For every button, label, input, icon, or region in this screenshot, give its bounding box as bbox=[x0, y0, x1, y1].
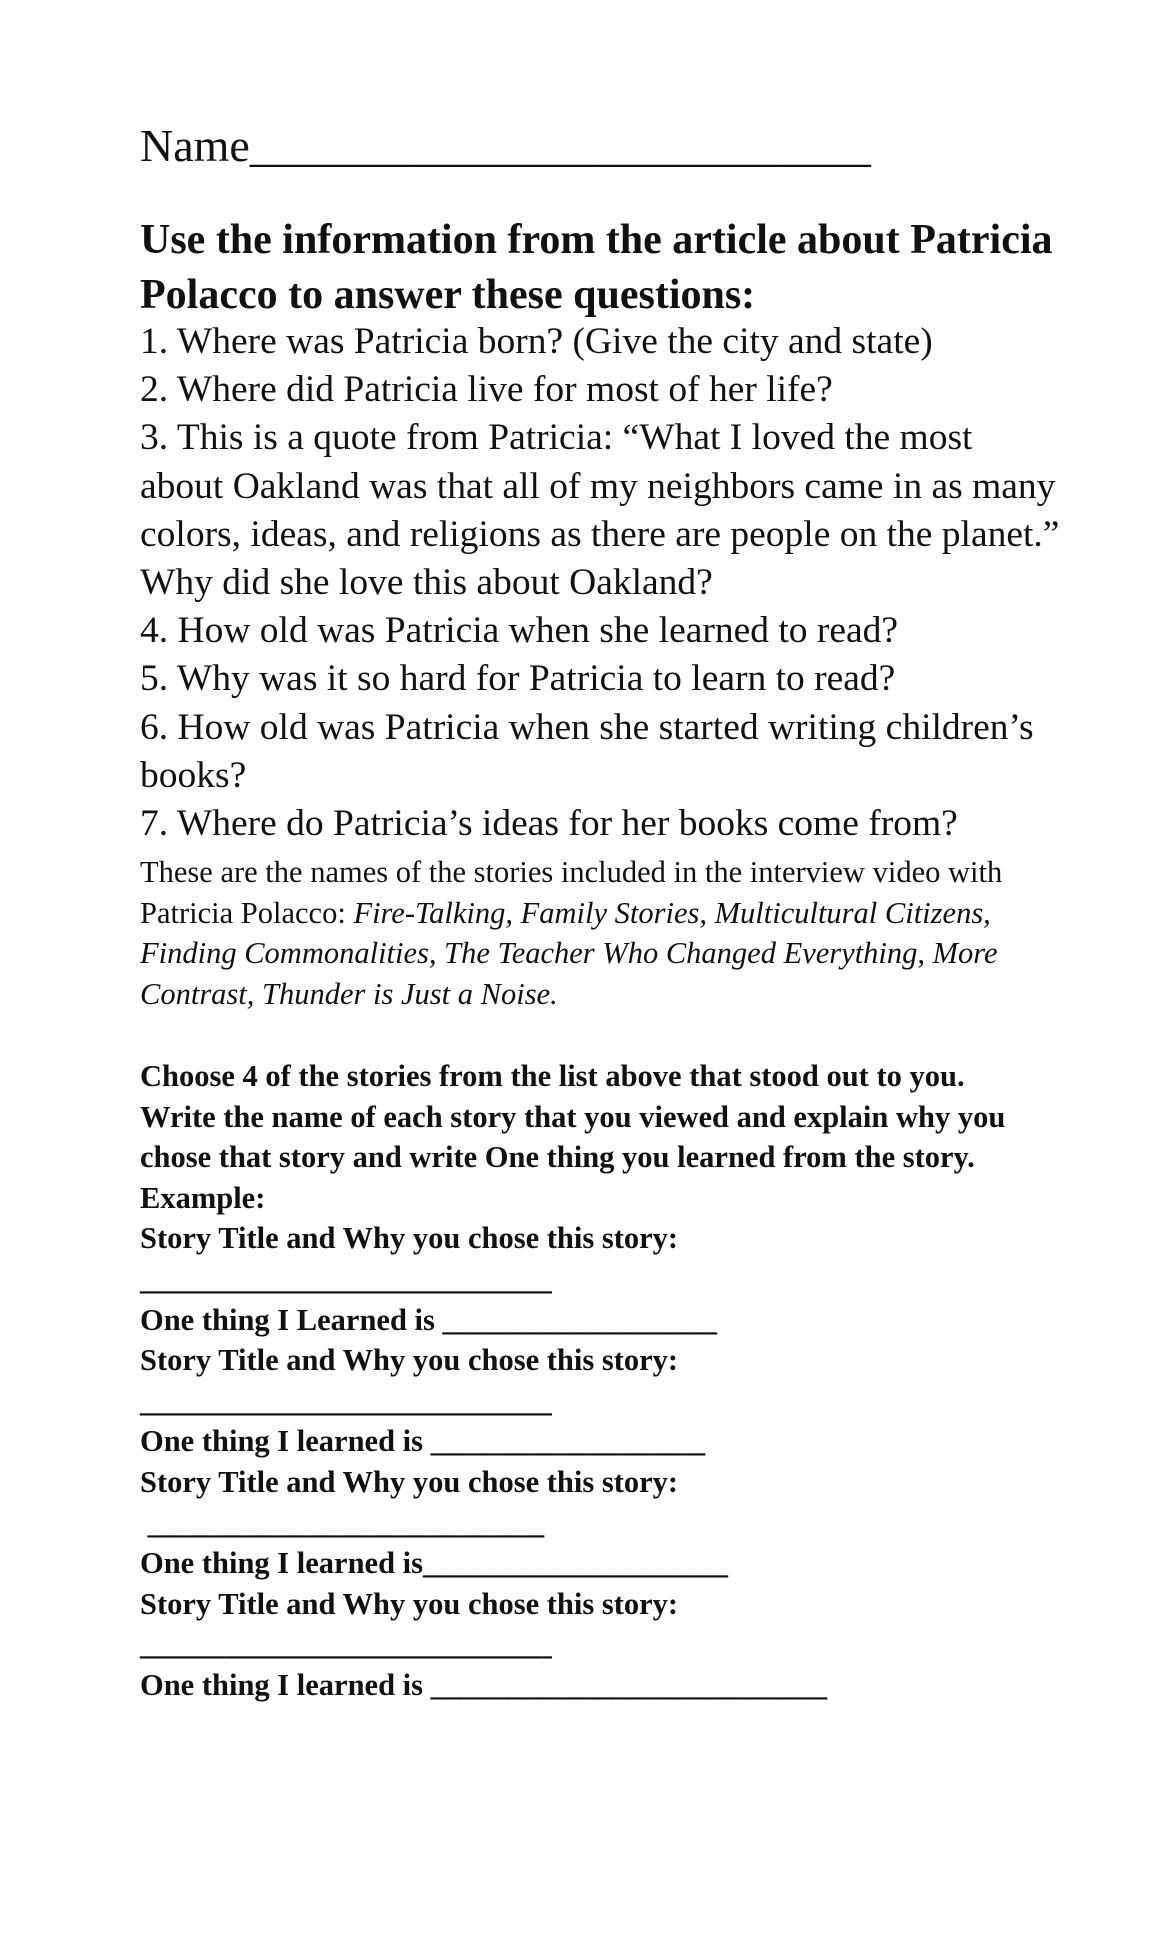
story-answer-blank: ___________________________ bbox=[140, 1383, 552, 1418]
stories-intro bbox=[140, 852, 1010, 1014]
worksheet-heading: Use the information from the article about Patricia Polacco to answer these questions: bbox=[140, 217, 1053, 318]
learned-answer-line: One thing I learned is____________________ bbox=[140, 1546, 729, 1581]
story-answer-blank: ___________________________ bbox=[140, 1261, 552, 1296]
story-prompt: Story Title and Why you chose this story: bbox=[140, 1586, 679, 1621]
stories-list: Fire-Talking, Family Stories, Multicultural Citizens, Finding Commonalities, The Teacher Who Changed Everything, More Contrast, Thunder is Just a Noise. bbox=[140, 895, 998, 1011]
learned-answer-line: One thing I learned is __________________ bbox=[140, 1424, 706, 1459]
story-prompt: Story Title and Why you chose this story: bbox=[140, 1343, 679, 1378]
learned-answer-line: One thing I Learned is __________________ bbox=[140, 1302, 717, 1337]
instructions-text: Choose 4 of the stories from the list above that stood out to you. Write the name of each story that you viewed and explain why you chose that story and write One thing you learned from the story. bbox=[140, 1059, 1006, 1175]
story-answer-blank: __________________________ bbox=[140, 1505, 545, 1540]
question-item: 1. Where was Patricia born? (Give the city and state) bbox=[140, 321, 933, 362]
question-item: 4. How old was Patricia when she learned to read? bbox=[140, 610, 899, 652]
story-prompt: Story Title and Why you chose this story: bbox=[140, 1464, 679, 1499]
question-item: 5. Why was it so hard for Patricia to learn to read? bbox=[140, 658, 896, 700]
question-item: 2. Where did Patricia live for most of her life? bbox=[140, 369, 833, 411]
story-answer-blank: ___________________________ bbox=[140, 1627, 552, 1662]
question-item: 7. Where do Patricia’s ideas for her books come from? bbox=[140, 803, 958, 845]
story-prompt: Story Title and Why you chose this story: bbox=[140, 1221, 679, 1256]
example-label: Example: bbox=[140, 1180, 266, 1215]
question-item: 6. How old was Patricia when she started writing children’s books? bbox=[140, 706, 1034, 796]
question-item: 3. This is a quote from Patricia: “What I loved the most about Oakland was that all of my neighbors came in as many colors, ideas, and religions as there are people on the planet.” Why did she love this about Oakland? bbox=[140, 417, 1060, 604]
question-list bbox=[140, 318, 1060, 848]
response-section bbox=[140, 1056, 1040, 1706]
name-field: Name___________________________ bbox=[140, 120, 871, 171]
stories-intro-text: These are the names of the stories included in the interview video with Patricia Polacco: bbox=[140, 855, 1003, 930]
learned-answer-line: One thing I learned is __________________________ bbox=[140, 1667, 828, 1702]
